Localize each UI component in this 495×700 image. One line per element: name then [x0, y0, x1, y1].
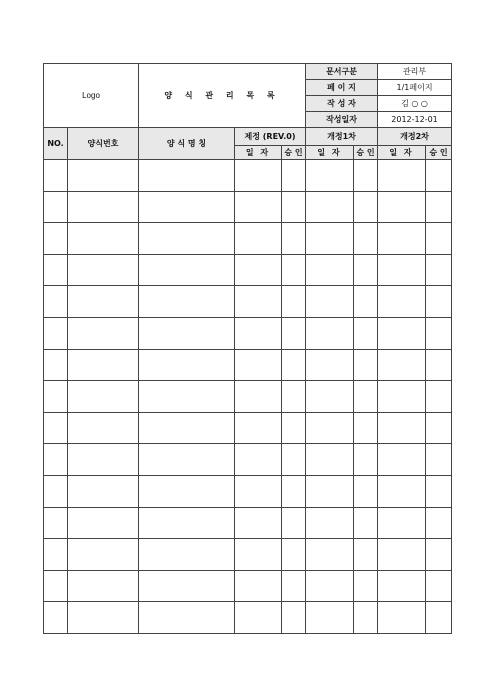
- cell-rev1-approval[interactable]: [354, 570, 378, 602]
- cell-rev2-approval[interactable]: [426, 349, 452, 381]
- cell-rev2-date[interactable]: [378, 412, 426, 444]
- col-group-rev1: 개정1차: [306, 128, 378, 146]
- cell-form-number[interactable]: [68, 160, 139, 192]
- cell-rev0-date[interactable]: [235, 160, 282, 192]
- cell-rev1-approval[interactable]: [354, 412, 378, 444]
- cell-form-name[interactable]: [139, 254, 235, 286]
- cell-form-number[interactable]: [68, 444, 139, 476]
- cell-rev2-date[interactable]: [378, 570, 426, 602]
- cell-rev1-date[interactable]: [306, 412, 354, 444]
- cell-rev0-date[interactable]: [235, 475, 282, 507]
- table-row: [44, 602, 452, 634]
- cell-rev2-date[interactable]: [378, 286, 426, 318]
- cell-rev2-approval[interactable]: [426, 317, 452, 349]
- cell-rev2-approval[interactable]: [426, 444, 452, 476]
- cell-form-number[interactable]: [68, 475, 139, 507]
- cell-rev1-date[interactable]: [306, 444, 354, 476]
- cell-rev0-date[interactable]: [235, 507, 282, 539]
- cell-rev1-approval[interactable]: [354, 223, 378, 255]
- cell-form-number[interactable]: [68, 602, 139, 634]
- cell-rev2-approval[interactable]: [426, 412, 452, 444]
- cell-form-number[interactable]: [68, 539, 139, 571]
- table-row: [44, 349, 452, 381]
- cell-rev2-approval[interactable]: [426, 539, 452, 571]
- col-rev0-approval: 승 인: [282, 146, 306, 160]
- cell-form-number[interactable]: [68, 254, 139, 286]
- cell-rev0-approval[interactable]: [282, 507, 306, 539]
- cell-rev2-date[interactable]: [378, 160, 426, 192]
- col-form-number: 양식번호: [68, 128, 139, 160]
- cell-rev1-approval[interactable]: [354, 381, 378, 413]
- cell-rev0-approval[interactable]: [282, 570, 306, 602]
- info-value-doc-type: 관리부: [378, 64, 452, 80]
- cell-form-name[interactable]: [139, 160, 235, 192]
- cell-rev0-date[interactable]: [235, 349, 282, 381]
- cell-rev0-date[interactable]: [235, 381, 282, 413]
- col-rev2-date: 일 자: [378, 146, 426, 160]
- logo: Logo: [44, 64, 139, 128]
- cell-rev1-approval[interactable]: [354, 349, 378, 381]
- cell-no[interactable]: [44, 602, 68, 634]
- table-row: [44, 381, 452, 413]
- cell-form-name[interactable]: [139, 223, 235, 255]
- cell-no[interactable]: [44, 539, 68, 571]
- col-form-name: 양 식 명 칭: [139, 128, 235, 160]
- cell-rev0-approval[interactable]: [282, 317, 306, 349]
- cell-rev0-approval[interactable]: [282, 475, 306, 507]
- cell-rev2-date[interactable]: [378, 507, 426, 539]
- cell-rev1-date[interactable]: [306, 570, 354, 602]
- cell-form-number[interactable]: [68, 507, 139, 539]
- cell-rev0-approval[interactable]: [282, 412, 306, 444]
- col-group-rev0: 제정 (REV.0): [235, 128, 306, 146]
- cell-rev1-date[interactable]: [306, 381, 354, 413]
- cell-form-name[interactable]: [139, 317, 235, 349]
- cell-no[interactable]: [44, 223, 68, 255]
- cell-rev0-approval[interactable]: [282, 539, 306, 571]
- cell-form-number[interactable]: [68, 349, 139, 381]
- col-rev0-date: 일 자: [235, 146, 282, 160]
- table-row: [44, 507, 452, 539]
- cell-form-name[interactable]: [139, 286, 235, 318]
- cell-rev1-date[interactable]: [306, 254, 354, 286]
- cell-rev0-date[interactable]: [235, 412, 282, 444]
- cell-rev1-approval[interactable]: [354, 160, 378, 192]
- cell-rev0-approval[interactable]: [282, 254, 306, 286]
- cell-rev2-date[interactable]: [378, 349, 426, 381]
- table-body: [44, 160, 452, 634]
- cell-no[interactable]: [44, 254, 68, 286]
- cell-no[interactable]: [44, 507, 68, 539]
- cell-rev2-approval[interactable]: [426, 570, 452, 602]
- cell-no[interactable]: [44, 191, 68, 223]
- col-rev1-approval: 승 인: [354, 146, 378, 160]
- cell-no[interactable]: [44, 286, 68, 318]
- info-value-date: 2012-12-01: [378, 112, 452, 128]
- cell-rev0-date[interactable]: [235, 191, 282, 223]
- table-row: [44, 223, 452, 255]
- page-title: 양 식 관 리 목 록: [139, 64, 306, 128]
- cell-rev2-approval[interactable]: [426, 160, 452, 192]
- cell-rev0-date[interactable]: [235, 539, 282, 571]
- cell-no[interactable]: [44, 475, 68, 507]
- cell-rev1-date[interactable]: [306, 475, 354, 507]
- cell-rev1-approval[interactable]: [354, 475, 378, 507]
- cell-form-name[interactable]: [139, 444, 235, 476]
- cell-rev1-approval[interactable]: [354, 539, 378, 571]
- cell-rev1-approval[interactable]: [354, 191, 378, 223]
- cell-form-name[interactable]: [139, 570, 235, 602]
- cell-rev0-approval[interactable]: [282, 444, 306, 476]
- cell-rev2-date[interactable]: [378, 317, 426, 349]
- cell-form-number[interactable]: [68, 412, 139, 444]
- cell-rev2-date[interactable]: [378, 539, 426, 571]
- table-row: [44, 475, 452, 507]
- cell-rev0-date[interactable]: [235, 444, 282, 476]
- cell-rev0-date[interactable]: [235, 286, 282, 318]
- cell-form-name[interactable]: [139, 381, 235, 413]
- cell-rev2-date[interactable]: [378, 254, 426, 286]
- cell-rev1-date[interactable]: [306, 317, 354, 349]
- cell-rev2-date[interactable]: [378, 223, 426, 255]
- table-row: [44, 254, 452, 286]
- cell-form-number[interactable]: [68, 223, 139, 255]
- cell-rev2-approval[interactable]: [426, 475, 452, 507]
- cell-no[interactable]: [44, 160, 68, 192]
- cell-rev1-approval[interactable]: [354, 444, 378, 476]
- cell-no[interactable]: [44, 381, 68, 413]
- cell-rev0-approval[interactable]: [282, 191, 306, 223]
- cell-rev2-date[interactable]: [378, 191, 426, 223]
- cell-form-number[interactable]: [68, 286, 139, 318]
- cell-form-name[interactable]: [139, 191, 235, 223]
- cell-no[interactable]: [44, 349, 68, 381]
- cell-rev0-date[interactable]: [235, 254, 282, 286]
- form-list-table: [43, 63, 452, 634]
- cell-form-name[interactable]: [139, 412, 235, 444]
- cell-rev2-approval[interactable]: [426, 286, 452, 318]
- cell-no[interactable]: [44, 412, 68, 444]
- table-row: [44, 444, 452, 476]
- cell-rev1-date[interactable]: [306, 602, 354, 634]
- cell-no[interactable]: [44, 570, 68, 602]
- cell-rev1-date[interactable]: [306, 160, 354, 192]
- cell-form-number[interactable]: [68, 381, 139, 413]
- cell-form-number[interactable]: [68, 570, 139, 602]
- info-value-author: 김 ○ ○: [378, 96, 452, 112]
- col-no: NO.: [44, 128, 68, 160]
- cell-rev2-approval[interactable]: [426, 381, 452, 413]
- cell-rev1-approval[interactable]: [354, 286, 378, 318]
- cell-form-number[interactable]: [68, 191, 139, 223]
- table-row: [44, 191, 452, 223]
- table-row: [44, 412, 452, 444]
- cell-no[interactable]: [44, 317, 68, 349]
- cell-rev2-approval[interactable]: [426, 191, 452, 223]
- table-row: [44, 317, 452, 349]
- info-label-date: 작성일자: [306, 112, 378, 128]
- col-rev1-date: 일 자: [306, 146, 354, 160]
- cell-rev2-approval[interactable]: [426, 602, 452, 634]
- cell-rev0-approval[interactable]: [282, 349, 306, 381]
- cell-rev1-date[interactable]: [306, 507, 354, 539]
- cell-rev0-date[interactable]: [235, 223, 282, 255]
- info-value-page: 1/1페이지: [378, 80, 452, 96]
- cell-rev0-approval[interactable]: [282, 286, 306, 318]
- cell-rev1-date[interactable]: [306, 539, 354, 571]
- cell-rev1-approval[interactable]: [354, 602, 378, 634]
- cell-rev0-approval[interactable]: [282, 602, 306, 634]
- cell-rev0-approval[interactable]: [282, 223, 306, 255]
- info-label-author: 작 성 자: [306, 96, 378, 112]
- cell-rev2-date[interactable]: [378, 444, 426, 476]
- cell-rev1-approval[interactable]: [354, 507, 378, 539]
- cell-rev0-date[interactable]: [235, 602, 282, 634]
- cell-rev2-date[interactable]: [378, 602, 426, 634]
- cell-rev1-date[interactable]: [306, 286, 354, 318]
- cell-form-name[interactable]: [139, 602, 235, 634]
- cell-no[interactable]: [44, 444, 68, 476]
- table-row: [44, 286, 452, 318]
- cell-rev2-approval[interactable]: [426, 254, 452, 286]
- cell-rev0-approval[interactable]: [282, 381, 306, 413]
- col-group-rev2: 개정2차: [378, 128, 452, 146]
- table-row: [44, 570, 452, 602]
- info-label-doc-type: 문서구분: [306, 64, 378, 80]
- cell-form-number[interactable]: [68, 317, 139, 349]
- table-row: [44, 160, 452, 192]
- cell-form-name[interactable]: [139, 349, 235, 381]
- cell-form-name[interactable]: [139, 539, 235, 571]
- cell-rev2-date[interactable]: [378, 475, 426, 507]
- cell-form-name[interactable]: [139, 475, 235, 507]
- cell-rev2-date[interactable]: [378, 381, 426, 413]
- cell-rev1-date[interactable]: [306, 223, 354, 255]
- cell-rev2-approval[interactable]: [426, 223, 452, 255]
- cell-rev1-approval[interactable]: [354, 317, 378, 349]
- col-rev2-approval: 승 인: [426, 146, 452, 160]
- cell-rev2-approval[interactable]: [426, 507, 452, 539]
- table-row: [44, 539, 452, 571]
- info-label-page: 페 이 지: [306, 80, 378, 96]
- cell-rev1-date[interactable]: [306, 191, 354, 223]
- cell-rev0-date[interactable]: [235, 570, 282, 602]
- cell-rev1-approval[interactable]: [354, 254, 378, 286]
- cell-form-name[interactable]: [139, 507, 235, 539]
- cell-rev1-date[interactable]: [306, 349, 354, 381]
- cell-rev0-date[interactable]: [235, 317, 282, 349]
- cell-rev0-approval[interactable]: [282, 160, 306, 192]
